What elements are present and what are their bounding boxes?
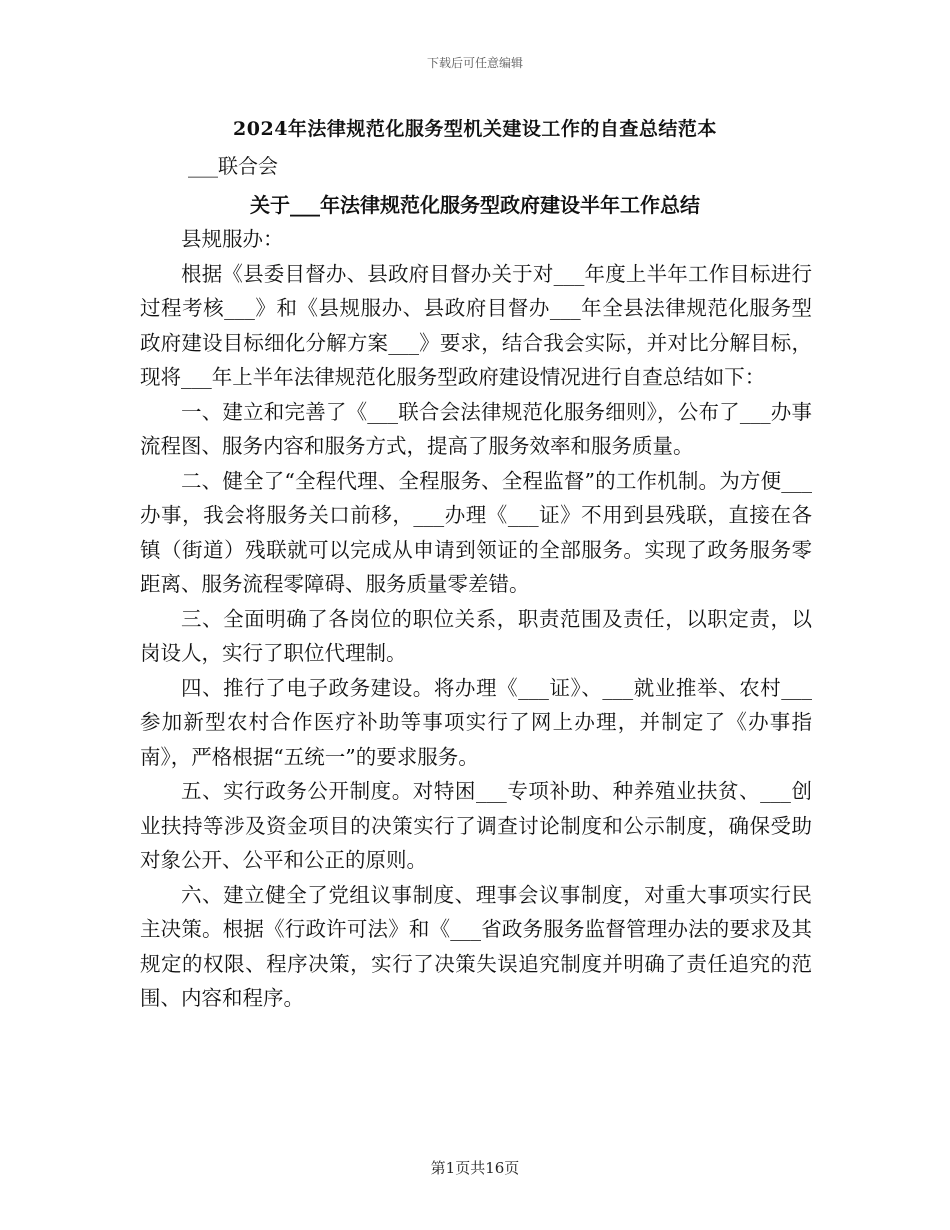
paragraph-4: 四、推行了电子政务建设。将办理《___证》、___就业推举、农村___参加新型农村合作医疗补助等事项实行了网上办理，并制定了《办事指南》，严格根据“五统一”的要求服务。 [140, 675, 812, 769]
paragraph-1: 一、建立和完善了《___联合会法律规范化服务细则》，公布了___办事流程图、服务内容和服务方式，提高了服务效率和服务质量。 [140, 399, 812, 458]
page-number: 第1页共16页 [430, 1159, 520, 1177]
organization-line: ___联合会 [188, 154, 278, 178]
paragraph-5: 五、实行政务公开制度。对特困___专项补助、种养殖业扶贫、___创业扶持等涉及资金项目的决策实行了调查讨论制度和公示制度，确保受助对象公开、公平和公正的原则。 [140, 779, 812, 872]
document-body [140, 222, 812, 1016]
paragraph-6: 六、建立健全了党组议事制度、理事会议事制度，对重大事项实行民主决策。根据《行政许可法》和《___省政务服务监督管理办法的要求及其规定的权限、程序决策，实行了决策失误追究制度并明确了责任追究的范围、内容和程序。 [140, 882, 812, 1010]
paragraph-intro: 根据《县委目督办、县政府目督办关于对___年度上半年工作目标进行过程考核___》和《县规服办、县政府目督办___年全县法律规范化服务型政府建设目标细化分解方案___》要求，结合我会实际，并对比分解目标，现将___年上半年法律规范化服务型政府建设情况进行自查总结如下： [140, 261, 812, 389]
page-header-note: 下载后可任意编辑 [426, 56, 523, 70]
document-title: 2024年法律规范化服务型机关建设工作的自查总结范本 [233, 118, 717, 140]
paragraph-2: 二、健全了“全程代理、全程服务、全程监督”的工作机制。为方便___办事，我会将服务关口前移，___办理《___证》不用到县残联，直接在各镇（街道）残联就可以完成从申请到领证的全部服务。实现了政务服务零距离、服务流程零障碍、服务质量零差错。 [140, 468, 812, 596]
document-subtitle: 关于___年法律规范化服务型政府建设半年工作总结 [250, 193, 700, 217]
paragraph-3: 三、全面明确了各岗位的职位关系，职责范围及责任，以职定责，以岗设人，实行了职位代理制。 [140, 606, 812, 665]
salutation: 县规服办： [181, 227, 284, 251]
